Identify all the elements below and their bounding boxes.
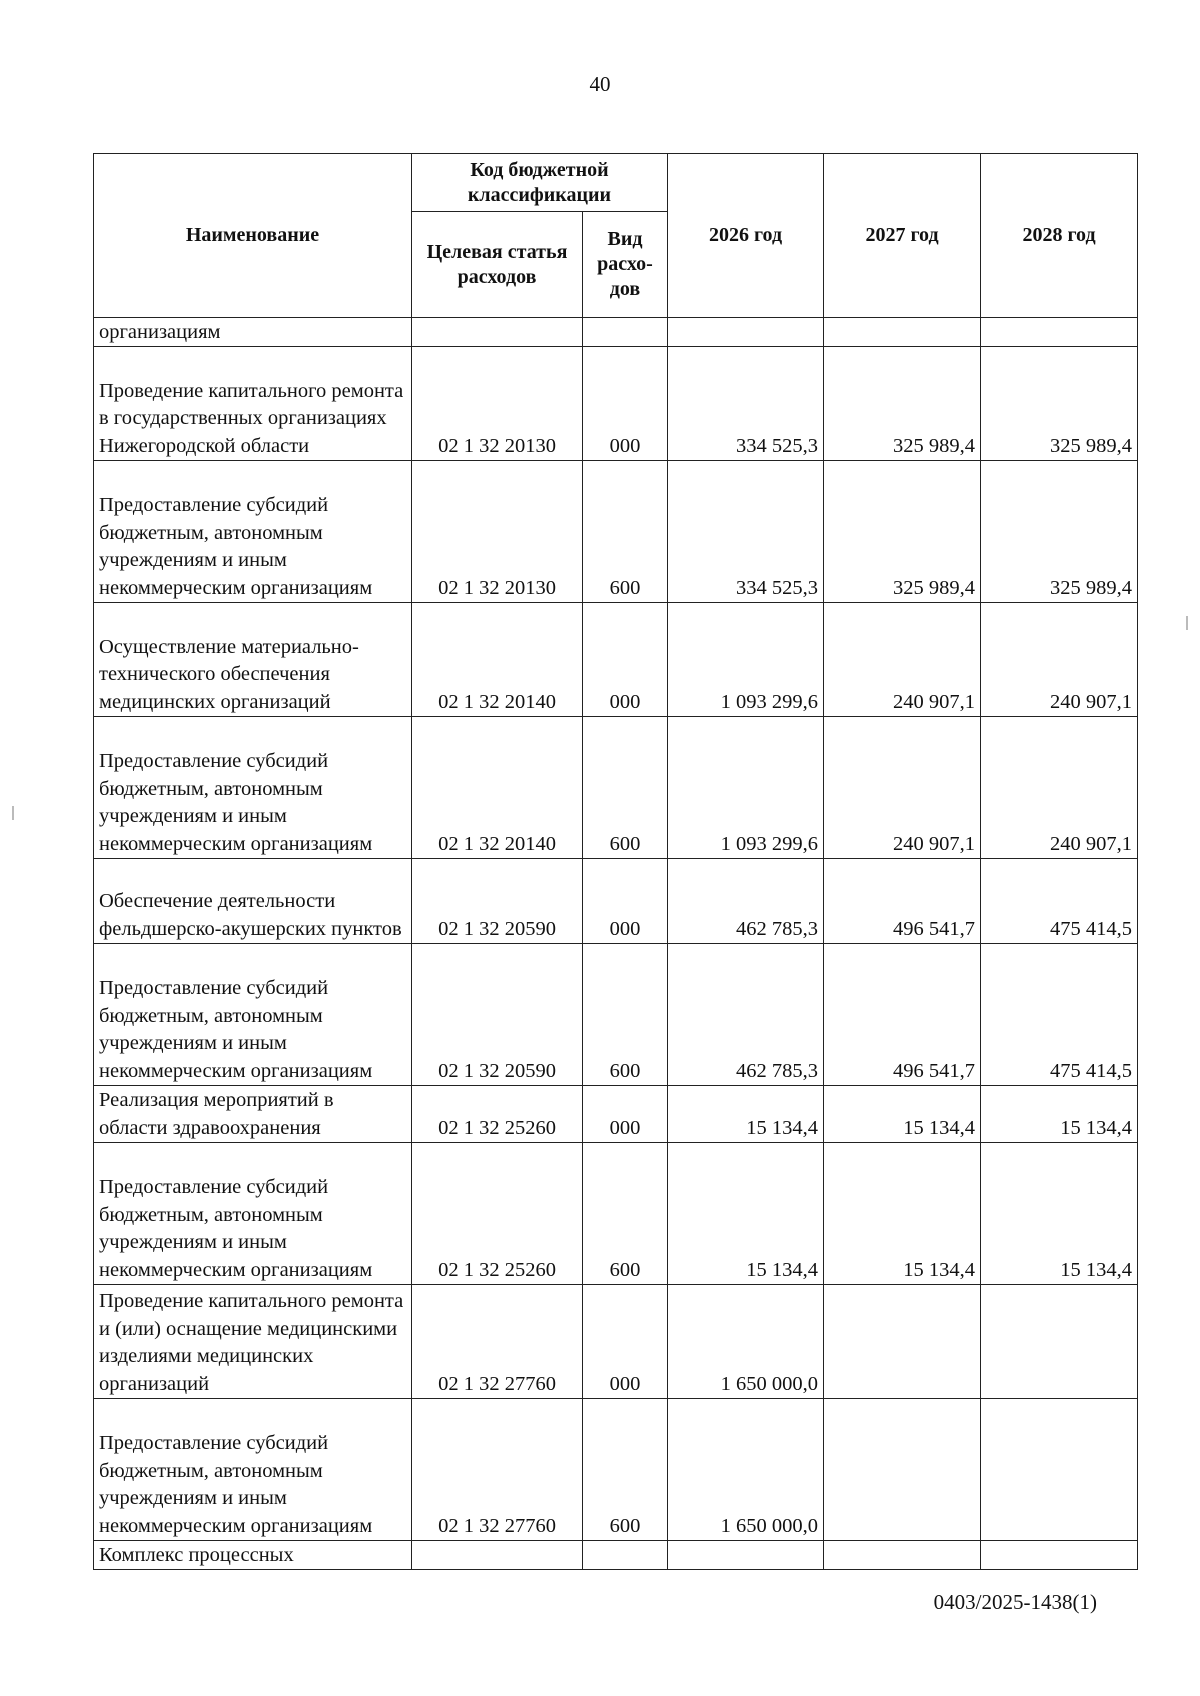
cell-2026: 334 525,3 — [668, 347, 824, 461]
cell-name: Проведение капитального ремонта и (или) оснащение медицинскими изделиями медицинских организаций — [94, 1285, 412, 1399]
cell-target-item — [412, 1541, 583, 1570]
cell-target-item: 02 1 32 20140 — [412, 603, 583, 717]
cell-2027: 325 989,4 — [824, 461, 981, 603]
cell-2026: 15 134,4 — [668, 1143, 824, 1285]
cell-name: Реализация мероприятий в области здравоохранения — [94, 1086, 412, 1143]
cell-expense-type: 000 — [583, 1086, 668, 1143]
table-row — [94, 318, 1138, 347]
cell-2028: 475 414,5 — [981, 944, 1138, 1086]
cell-target-item — [412, 318, 583, 347]
cell-2027: 240 907,1 — [824, 717, 981, 859]
cell-2028 — [981, 318, 1138, 347]
cell-name: Обеспечение деятельности фельдшерско-акушерских пунктов — [94, 859, 412, 944]
cell-expense-type — [583, 318, 668, 347]
cell-expense-type: 600 — [583, 1143, 668, 1285]
header-2028: 2028 год — [981, 154, 1138, 318]
cell-expense-type: 000 — [583, 347, 668, 461]
cell-target-item: 02 1 32 20590 — [412, 944, 583, 1086]
cell-expense-type: 600 — [583, 1399, 668, 1541]
table-row — [94, 1399, 1138, 1541]
cell-name: Предоставление субсидий бюджетным, автономным учреждениям и иным некоммерческим организациям — [94, 944, 412, 1086]
cell-name: Осуществление материально-технического обеспечения медицинских организаций — [94, 603, 412, 717]
table-row — [94, 603, 1138, 717]
cell-2027 — [824, 1399, 981, 1541]
scan-margin-mark — [12, 806, 14, 820]
cell-2028: 240 907,1 — [981, 717, 1138, 859]
cell-name: Проведение капитального ремонта в государственных организациях Нижегородской области — [94, 347, 412, 461]
cell-2028 — [981, 1399, 1138, 1541]
cell-2027: 15 134,4 — [824, 1143, 981, 1285]
cell-2028: 15 134,4 — [981, 1086, 1138, 1143]
table-row — [94, 1143, 1138, 1285]
cell-2026: 462 785,3 — [668, 944, 824, 1086]
cell-2027: 325 989,4 — [824, 347, 981, 461]
cell-name: Предоставление субсидий бюджетным, автономным учреждениям и иным некоммерческим организациям — [94, 1143, 412, 1285]
cell-2027: 15 134,4 — [824, 1086, 981, 1143]
cell-target-item: 02 1 32 20130 — [412, 347, 583, 461]
cell-2028 — [981, 1285, 1138, 1399]
table-row — [94, 461, 1138, 603]
table-row — [94, 1541, 1138, 1570]
cell-2027 — [824, 1285, 981, 1399]
cell-expense-type: 600 — [583, 717, 668, 859]
header-2027: 2027 год — [824, 154, 981, 318]
cell-2028: 325 989,4 — [981, 461, 1138, 603]
cell-expense-type: 600 — [583, 461, 668, 603]
table-row — [94, 1285, 1138, 1399]
cell-name: Предоставление субсидий бюджетным, автономным учреждениям и иным некоммерческим организациям — [94, 461, 412, 603]
cell-2026: 1 650 000,0 — [668, 1399, 824, 1541]
cell-2028: 325 989,4 — [981, 347, 1138, 461]
cell-2028 — [981, 1541, 1138, 1570]
cell-target-item: 02 1 32 20140 — [412, 717, 583, 859]
cell-2026: 462 785,3 — [668, 859, 824, 944]
cell-2026: 1 093 299,6 — [668, 603, 824, 717]
table-header — [94, 154, 1138, 318]
cell-2027: 496 541,7 — [824, 859, 981, 944]
cell-2027: 240 907,1 — [824, 603, 981, 717]
cell-2028: 15 134,4 — [981, 1143, 1138, 1285]
cell-2026: 15 134,4 — [668, 1086, 824, 1143]
cell-2026: 1 093 299,6 — [668, 717, 824, 859]
budget-table — [93, 153, 1138, 1570]
header-target-item: Целевая статья расходов — [412, 212, 583, 318]
table-row — [94, 717, 1138, 859]
cell-2026 — [668, 318, 824, 347]
cell-expense-type: 000 — [583, 859, 668, 944]
table-row — [94, 944, 1138, 1086]
header-budget-code: Код бюджетной классификации — [412, 154, 668, 212]
table-row — [94, 1086, 1138, 1143]
cell-2027 — [824, 318, 981, 347]
table-row — [94, 859, 1138, 944]
cell-name: Предоставление субсидий бюджетным, автономным учреждениям и иным некоммерческим организациям — [94, 1399, 412, 1541]
cell-expense-type — [583, 1541, 668, 1570]
cell-target-item: 02 1 32 25260 — [412, 1143, 583, 1285]
scan-margin-mark — [1186, 616, 1188, 630]
cell-expense-type: 000 — [583, 603, 668, 717]
table-row — [94, 347, 1138, 461]
cell-2027: 496 541,7 — [824, 944, 981, 1086]
cell-target-item: 02 1 32 27760 — [412, 1399, 583, 1541]
cell-2028: 240 907,1 — [981, 603, 1138, 717]
cell-2026: 1 650 000,0 — [668, 1285, 824, 1399]
cell-target-item: 02 1 32 20130 — [412, 461, 583, 603]
header-name: Наименование — [94, 154, 412, 318]
cell-target-item: 02 1 32 27760 — [412, 1285, 583, 1399]
cell-name: Комплекс процессных — [94, 1541, 412, 1570]
cell-2026: 334 525,3 — [668, 461, 824, 603]
cell-target-item: 02 1 32 25260 — [412, 1086, 583, 1143]
page-number: 40 — [589, 72, 611, 96]
cell-expense-type: 000 — [583, 1285, 668, 1399]
cell-2028: 475 414,5 — [981, 859, 1138, 944]
cell-target-item: 02 1 32 20590 — [412, 859, 583, 944]
header-expense-type: Вид расхо-дов — [583, 212, 668, 318]
table-body — [94, 318, 1138, 1570]
cell-name: организациям — [94, 318, 412, 347]
cell-2026 — [668, 1541, 824, 1570]
cell-name: Предоставление субсидий бюджетным, автономным учреждениям и иным некоммерческим организациям — [94, 717, 412, 859]
document-code: 0403/2025-1438(1) — [933, 1590, 1097, 1614]
header-2026: 2026 год — [668, 154, 824, 318]
cell-2027 — [824, 1541, 981, 1570]
cell-expense-type: 600 — [583, 944, 668, 1086]
